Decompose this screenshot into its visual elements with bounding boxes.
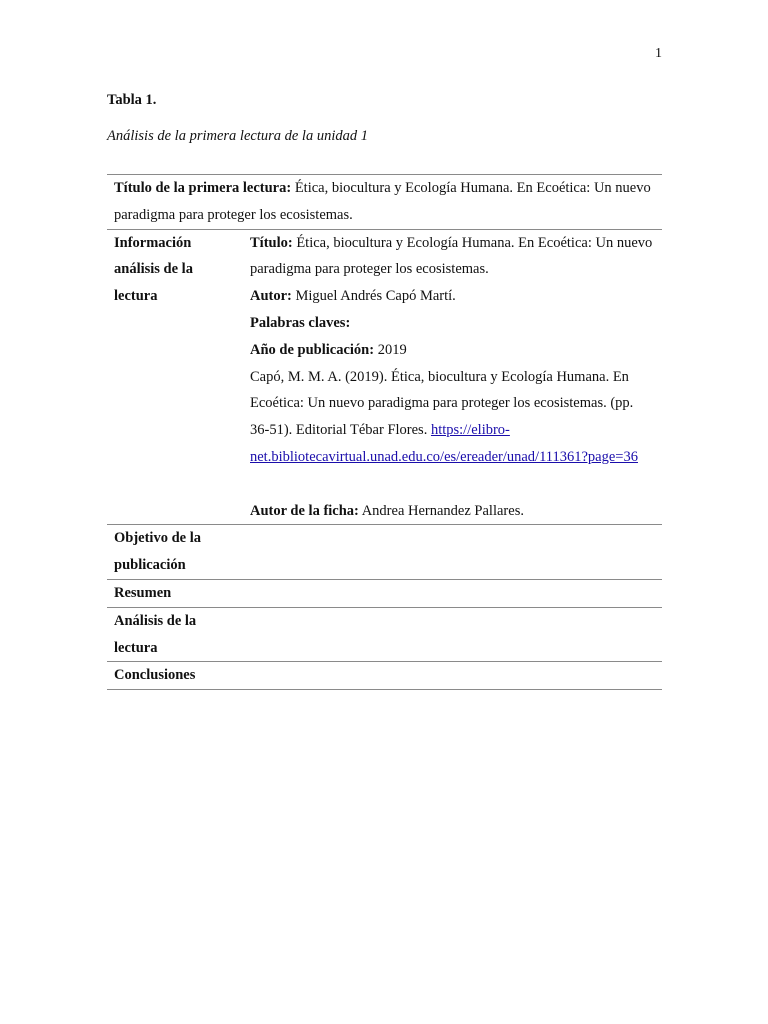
table-row-analisis [107, 607, 662, 662]
analisis-cell [243, 607, 662, 662]
conclusiones-cell [243, 662, 662, 690]
anio-line [250, 337, 655, 364]
analisis-label: Análisis de la lectura [107, 607, 243, 662]
info-cell [243, 229, 662, 525]
reference-citation [250, 364, 655, 471]
table-label: Tabla 1. [107, 92, 157, 108]
ficha-value: Andrea Hernandez Pallares. [358, 502, 524, 519]
header-cell [107, 175, 662, 230]
titulo-label: Título: [250, 234, 293, 251]
titulo-line [250, 230, 655, 284]
reference-link-part2: net.bibliotecavirtual.unad.edu.co/es/ereader/unad/111361?page=36 [250, 448, 638, 465]
table-row-header [107, 175, 662, 230]
autor-value: Miguel Andrés Capó Martí. [291, 288, 456, 305]
conclusiones-label: Conclusiones [107, 662, 243, 690]
autor-line [250, 283, 655, 310]
anio-value: 2019 [374, 341, 407, 358]
reference-text: Capó, M. M. A. (2019). Ética, biocultura y Ecología Humana. En Ecoética: Un nuevo paradigma para proteger los ecosistemas. (pp. 36-51). Editorial Tébar Flores. [250, 368, 634, 439]
table-row-conclusiones [107, 662, 662, 690]
reference-link-part1: https://elibro- [430, 422, 510, 439]
header-value: Ética, biocultura y Ecología Humana. En Ecoética: Un nuevo paradigma para proteger los ecosistemas. [114, 180, 651, 223]
spacer [250, 471, 655, 498]
info-label: Información análisis de la lectura [107, 229, 243, 525]
table-row-resumen [107, 579, 662, 607]
ficha-line [250, 498, 655, 525]
resumen-label: Resumen [107, 579, 243, 607]
titulo-value: Ética, biocultura y Ecología Humana. En Ecoética: Un nuevo paradigma para proteger los ecosistemas. [250, 234, 653, 278]
autor-label: Autor: [250, 288, 292, 305]
objetivo-label: Objetivo de la publicación [107, 525, 243, 580]
analysis-table [107, 174, 662, 690]
ficha-label: Autor de la ficha: [250, 502, 359, 519]
palabras-claves-label: Palabras claves: [250, 314, 351, 331]
table-caption: Análisis de la primera lectura de la unidad 1 [107, 128, 368, 144]
table-row-objetivo [107, 525, 662, 580]
page-number: 1 [655, 46, 662, 61]
objetivo-cell [243, 525, 662, 580]
header-label: Título de la primera lectura: [114, 180, 292, 196]
anio-label: Año de publicación: [250, 341, 375, 358]
table-row-info [107, 229, 662, 525]
resumen-cell [243, 579, 662, 607]
